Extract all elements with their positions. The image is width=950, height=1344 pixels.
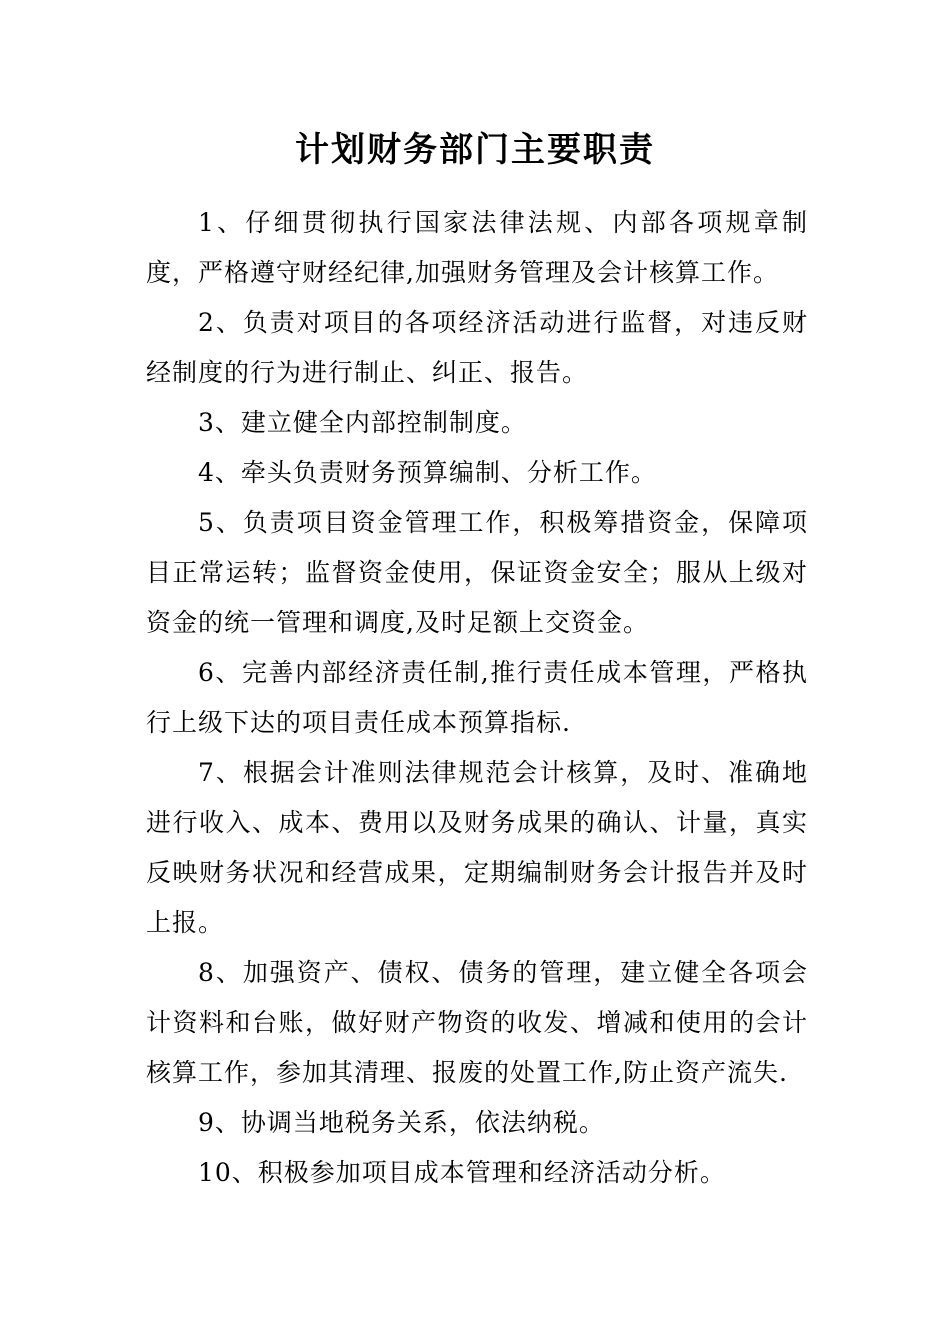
paragraph-2: 2、负责对项目的各项经济活动进行监督，对违反财经制度的行为进行制止、纠正、报告。 xyxy=(146,308,808,387)
paragraph-6: 6、完善内部经济责任制,推行责任成本管理，严格执行上级下达的项目责任成本预算指标. xyxy=(146,658,808,737)
paragraph-5: 5、负责项目资金管理工作，积极筹措资金，保障项目正常运转；监督资金使用，保证资金安全；服从上级对资金的统一管理和调度,及时足额上交资金。 xyxy=(146,508,808,637)
paragraph-3: 3、建立健全内部控制制度。 xyxy=(198,408,527,437)
paragraph-1: 1、仔细贯彻执行国家法律法规、内部各项规章制度，严格遵守财经纪律,加强财务管理及会计核算工作。 xyxy=(146,208,808,287)
page-title: 计划财务部门主要职责 xyxy=(295,130,655,170)
paragraph-4: 4、牵头负责财务预算编制、分析工作。 xyxy=(198,458,657,487)
paragraph-10: 10、积极参加项目成本管理和经济活动分析。 xyxy=(198,1158,726,1187)
paragraph-8: 8、加强资产、债权、债务的管理，建立健全各项会计资料和台账，做好财产物资的收发、增减和使用的会计核算工作，参加其清理、报废的处置工作,防止资产流失. xyxy=(146,958,808,1087)
paragraph-7: 7、根据会计准则法律规范会计核算，及时、准确地进行收入、成本、费用以及财务成果的确认、计量，真实反映财务状况和经营成果，定期编制财务会计报告并及时上报。 xyxy=(146,758,808,937)
paragraph-9: 9、协调当地税务关系，依法纳税。 xyxy=(198,1108,605,1137)
document-body xyxy=(146,198,808,1198)
